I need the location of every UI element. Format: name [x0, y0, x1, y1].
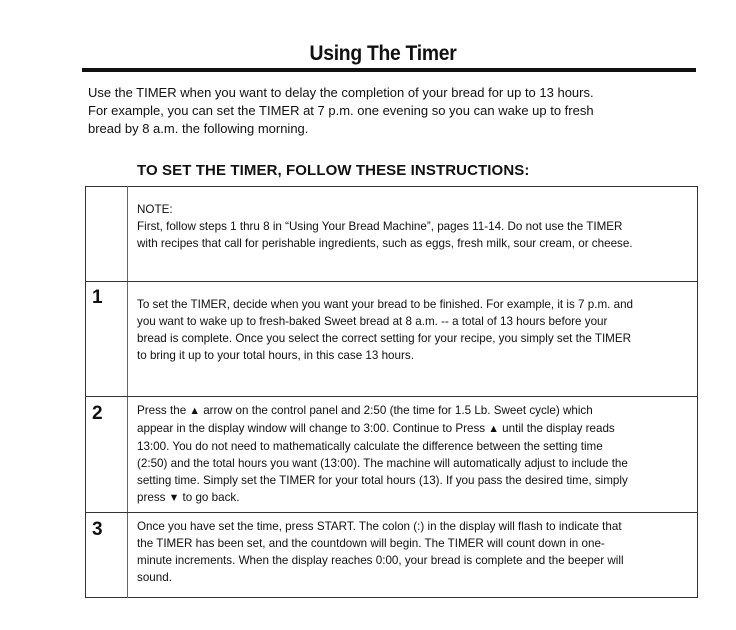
- step-line: the TIMER has been set, and the countdown will begin. The TIMER will count down in one-: [137, 536, 605, 550]
- step-text: Press the: [137, 403, 190, 417]
- step-line: (2:50) and the total hours you want (13:00). The machine will automatically adjust to include the: [137, 456, 628, 470]
- intro-line: Use the TIMER when you want to delay the completion of your bread for up to 13 hours.: [88, 85, 594, 100]
- step-1-text: [137, 296, 678, 364]
- step-line: [137, 420, 678, 438]
- intro-line: bread by 8 a.m. the following morning.: [88, 121, 309, 136]
- step-number: 3: [92, 519, 103, 540]
- step-number: 1: [92, 287, 103, 308]
- instructions-heading: TO SET THE TIMER, FOLLOW THESE INSTRUCTIONS:: [137, 162, 530, 179]
- title-rule: [82, 68, 696, 72]
- step-line: sound.: [137, 570, 172, 584]
- page-title: Using The Timer: [309, 42, 457, 65]
- intro-paragraph: [88, 84, 688, 138]
- up-arrow-icon: ▲: [488, 423, 499, 435]
- step-line: [137, 489, 678, 507]
- down-arrow-icon: ▼: [168, 492, 180, 504]
- step-line: setting time. Simply set the TIMER for your total hours (13). If you pass the desired time, simply: [137, 473, 628, 487]
- note-line: with recipes that call for perishable ingredients, such as eggs, fresh milk, sour cream, or cheese.: [137, 236, 633, 250]
- step-text: arrow on the control panel and 2:50 (the time for 1.5 Lb. Sweet cycle) which: [199, 403, 593, 417]
- row-divider: [85, 512, 698, 513]
- up-arrow-icon: ▲: [189, 405, 200, 417]
- step-line: you want to wake up to fresh-baked Sweet bread at 8 a.m. -- a total of 13 hours before your: [137, 314, 608, 328]
- row-divider: [85, 281, 698, 282]
- step-line: Once you have set the time, press START. The colon (:) in the display will flash to indicate that: [137, 519, 622, 533]
- step-line: [137, 402, 678, 420]
- intro-line: For example, you can set the TIMER at 7 p.m. one evening so you can wake up to fresh: [88, 103, 594, 118]
- note-line: First, follow steps 1 thru 8 in “Using Your Bread Machine”, pages 11-14. Do not use the TIMER: [137, 219, 623, 233]
- row-divider: [85, 396, 698, 397]
- step-line: bread is complete. Once you select the correct setting for your recipe, you simply set the TIMER: [137, 331, 632, 345]
- step-line: minute increments. When the display reaches 0:00, your bread is complete and the beeper will: [137, 553, 624, 567]
- step-line: to bring it up to your total hours, in this case 13 hours.: [137, 348, 414, 362]
- step-text: press: [137, 490, 169, 504]
- step-3-text: [137, 518, 678, 586]
- step-text: appear in the display window will change to 3:00. Continue to Press: [137, 421, 489, 435]
- step-2-text: [137, 402, 678, 507]
- step-text: until the display reads: [498, 421, 615, 435]
- table-column-divider: [127, 186, 128, 598]
- step-number: 2: [92, 403, 103, 424]
- step-line: To set the TIMER, decide when you want your bread to be finished. For example, it is 7 p.m. and: [137, 297, 634, 311]
- note-cell: [137, 201, 678, 252]
- step-text: to go back.: [179, 490, 240, 504]
- step-line: 13:00. You do not need to mathematically calculate the difference between the setting time: [137, 439, 603, 453]
- note-label: NOTE:: [137, 202, 173, 216]
